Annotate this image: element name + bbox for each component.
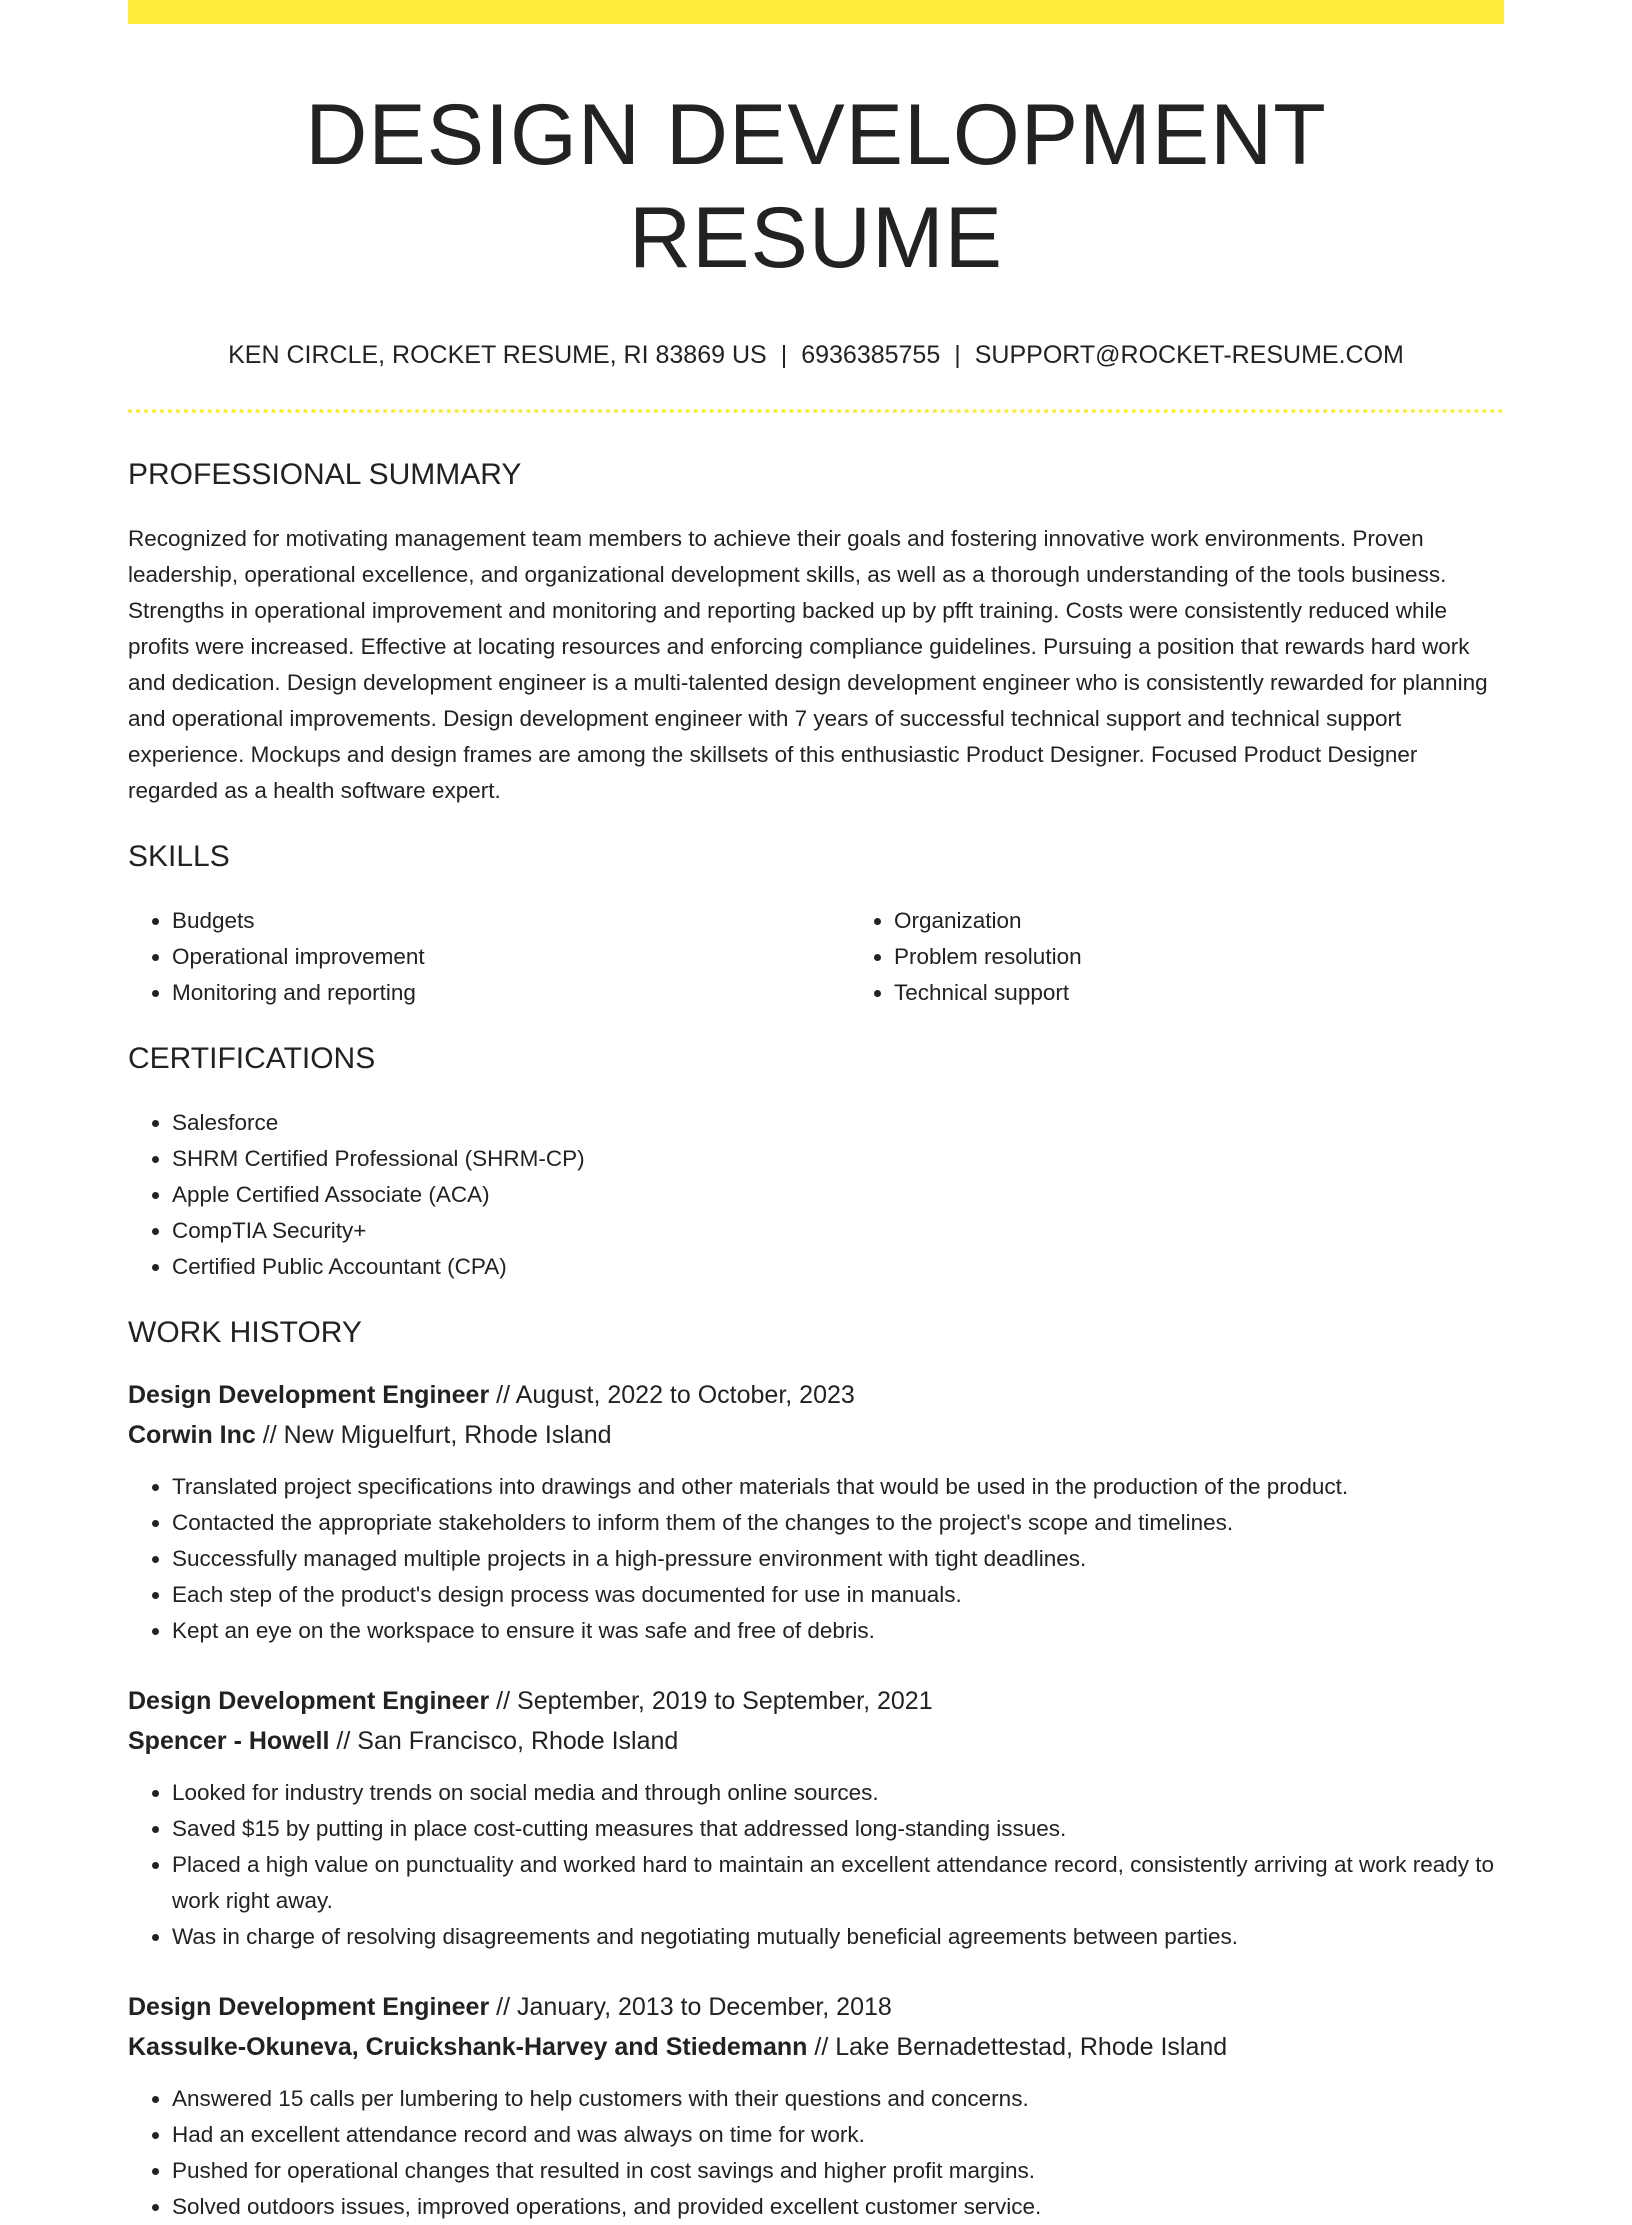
certification-item: • Salesforce (172, 1105, 1504, 1141)
skill-item: • Budgets (172, 903, 850, 939)
resume-title: DESIGN DEVELOPMENT RESUME (305, 87, 1327, 287)
job-company-line (128, 1721, 1504, 1761)
job-location: New Miguelfurt, Rhode Island (283, 1421, 612, 1450)
skills-column-right (850, 903, 1572, 1011)
job-entry (128, 1987, 1504, 2225)
job-bullets (128, 2081, 1504, 2225)
job-bullet: • Each step of the product's design process was documented for use in manuals. (172, 1577, 1504, 1613)
job-separator: // (814, 2033, 829, 2062)
contact-separator: | (954, 341, 961, 370)
job-bullet: • Solved outdoors issues, improved operations, and provided excellent customer service. (172, 2189, 1504, 2225)
job-bullet: • Was in charge of resolving disagreements and negotiating mutually beneficial agreements between parties. (172, 1919, 1504, 1955)
skills-list (128, 903, 1504, 1011)
job-bullet: • Kept an eye on the workspace to ensure it was safe and free of debris. (172, 1613, 1504, 1649)
summary-text: Recognized for motivating management team members to achieve their goals and fostering innovative work environments. Proven leadership, operational excellence, and organizational development skills, as well as a thorough understanding of the tools business. Strengths in operational improvement and monitoring and reporting backed up by pfft training. Costs were consistently reduced while profits were increased. Effective at locating resources and enforcing compliance guidelines. Pursuing a position that rewards hard work and dedication. Design development engineer is a multi-talented design development engineer who is consistently rewarded for planning and operational improvements. Design development engineer with 7 years of successful technical support and technical support experience. Mockups and design frames are among the skillsets of this enthusiastic Product Designer. Focused Product Designer regarded as a health software expert. (128, 526, 1488, 804)
job-bullet: • Translated project specifications into drawings and other materials that would be used in the production of the product. (172, 1469, 1504, 1505)
job-company: Spencer - Howell (128, 1727, 330, 1756)
skill-item: • Problem resolution (894, 939, 1572, 975)
section-title-work-history: WORK HISTORY (128, 1316, 362, 1350)
job-dates: August, 2022 to October, 2023 (515, 1381, 855, 1410)
contact-phone[interactable]: 6936385755 (801, 341, 941, 370)
certifications-list (128, 1105, 1504, 1285)
job-dates: September, 2019 to September, 2021 (517, 1687, 933, 1716)
contact-email[interactable]: SUPPORT@ROCKET-RESUME.COM (974, 341, 1404, 370)
skill-item: • Operational improvement (172, 939, 850, 975)
job-bullet: • Had an excellent attendance record and was always on time for work. (172, 2117, 1504, 2153)
contact-address: KEN CIRCLE, ROCKET RESUME, RI 83869 US (228, 341, 767, 370)
job-location: Lake Bernadettestad, Rhode Island (835, 2033, 1228, 2062)
job-entry (128, 1375, 1504, 1649)
job-title: Design Development Engineer (128, 1687, 490, 1716)
skill-item: • Organization (894, 903, 1572, 939)
job-location: San Francisco, Rhode Island (357, 1727, 679, 1756)
job-separator: // (496, 1687, 511, 1716)
dotted-divider (128, 409, 1504, 413)
skill-item: • Technical support (894, 975, 1572, 1011)
job-separator: // (262, 1421, 277, 1450)
section-title-certifications: CERTIFICATIONS (128, 1042, 376, 1076)
job-separator: // (336, 1727, 351, 1756)
job-bullet: • Contacted the appropriate stakeholders to inform them of the changes to the project's scope and timelines. (172, 1505, 1504, 1541)
certification-item: • CompTIA Security+ (172, 1213, 1504, 1249)
accent-top-bar (128, 0, 1504, 24)
contact-line (128, 338, 1504, 373)
section-title-skills: SKILLS (128, 840, 230, 874)
job-bullet: • Successfully managed multiple projects in a high-pressure environment with tight deadlines. (172, 1541, 1504, 1577)
section-title-summary: PROFESSIONAL SUMMARY (128, 458, 522, 492)
job-entry (128, 1681, 1504, 1955)
job-company: Kassulke-Okuneva, Cruickshank-Harvey and Stiedemann (128, 2033, 808, 2062)
job-title-line (128, 1681, 1504, 1721)
job-bullet: • Looked for industry trends on social media and through online sources. (172, 1775, 1504, 1811)
job-title: Design Development Engineer (128, 1381, 490, 1410)
job-bullet: • Pushed for operational changes that resulted in cost savings and higher profit margins. (172, 2153, 1504, 2189)
job-title-line (128, 1987, 1504, 2027)
contact-separator: | (780, 341, 788, 370)
job-title: Design Development Engineer (128, 1993, 490, 2022)
skills-column-left (128, 903, 850, 1011)
skill-item: • Monitoring and reporting (172, 975, 850, 1011)
job-bullet: • Saved $15 by putting in place cost-cutting measures that addressed long-standing issues. (172, 1811, 1504, 1847)
job-separator: // (496, 1993, 511, 2022)
certification-item: • Apple Certified Associate (ACA) (172, 1177, 1504, 1213)
job-bullets (128, 1775, 1504, 1955)
job-bullet: • Answered 15 calls per lumbering to help customers with their questions and concerns. (172, 2081, 1504, 2117)
job-separator: // (496, 1381, 511, 1410)
job-company: Corwin Inc (128, 1421, 256, 1450)
job-company-line (128, 1415, 1504, 1455)
job-title-line (128, 1375, 1504, 1415)
job-company-line (128, 2027, 1504, 2067)
job-bullets (128, 1469, 1504, 1649)
certification-item: • Certified Public Accountant (CPA) (172, 1249, 1504, 1285)
job-bullet: • Placed a high value on punctuality and worked hard to maintain an excellent attendance record, consistently arriving at work ready to work right away. (172, 1847, 1504, 1919)
resume-page (128, 0, 1504, 2225)
job-dates: January, 2013 to December, 2018 (517, 1993, 892, 2022)
certification-item: • SHRM Certified Professional (SHRM-CP) (172, 1141, 1504, 1177)
